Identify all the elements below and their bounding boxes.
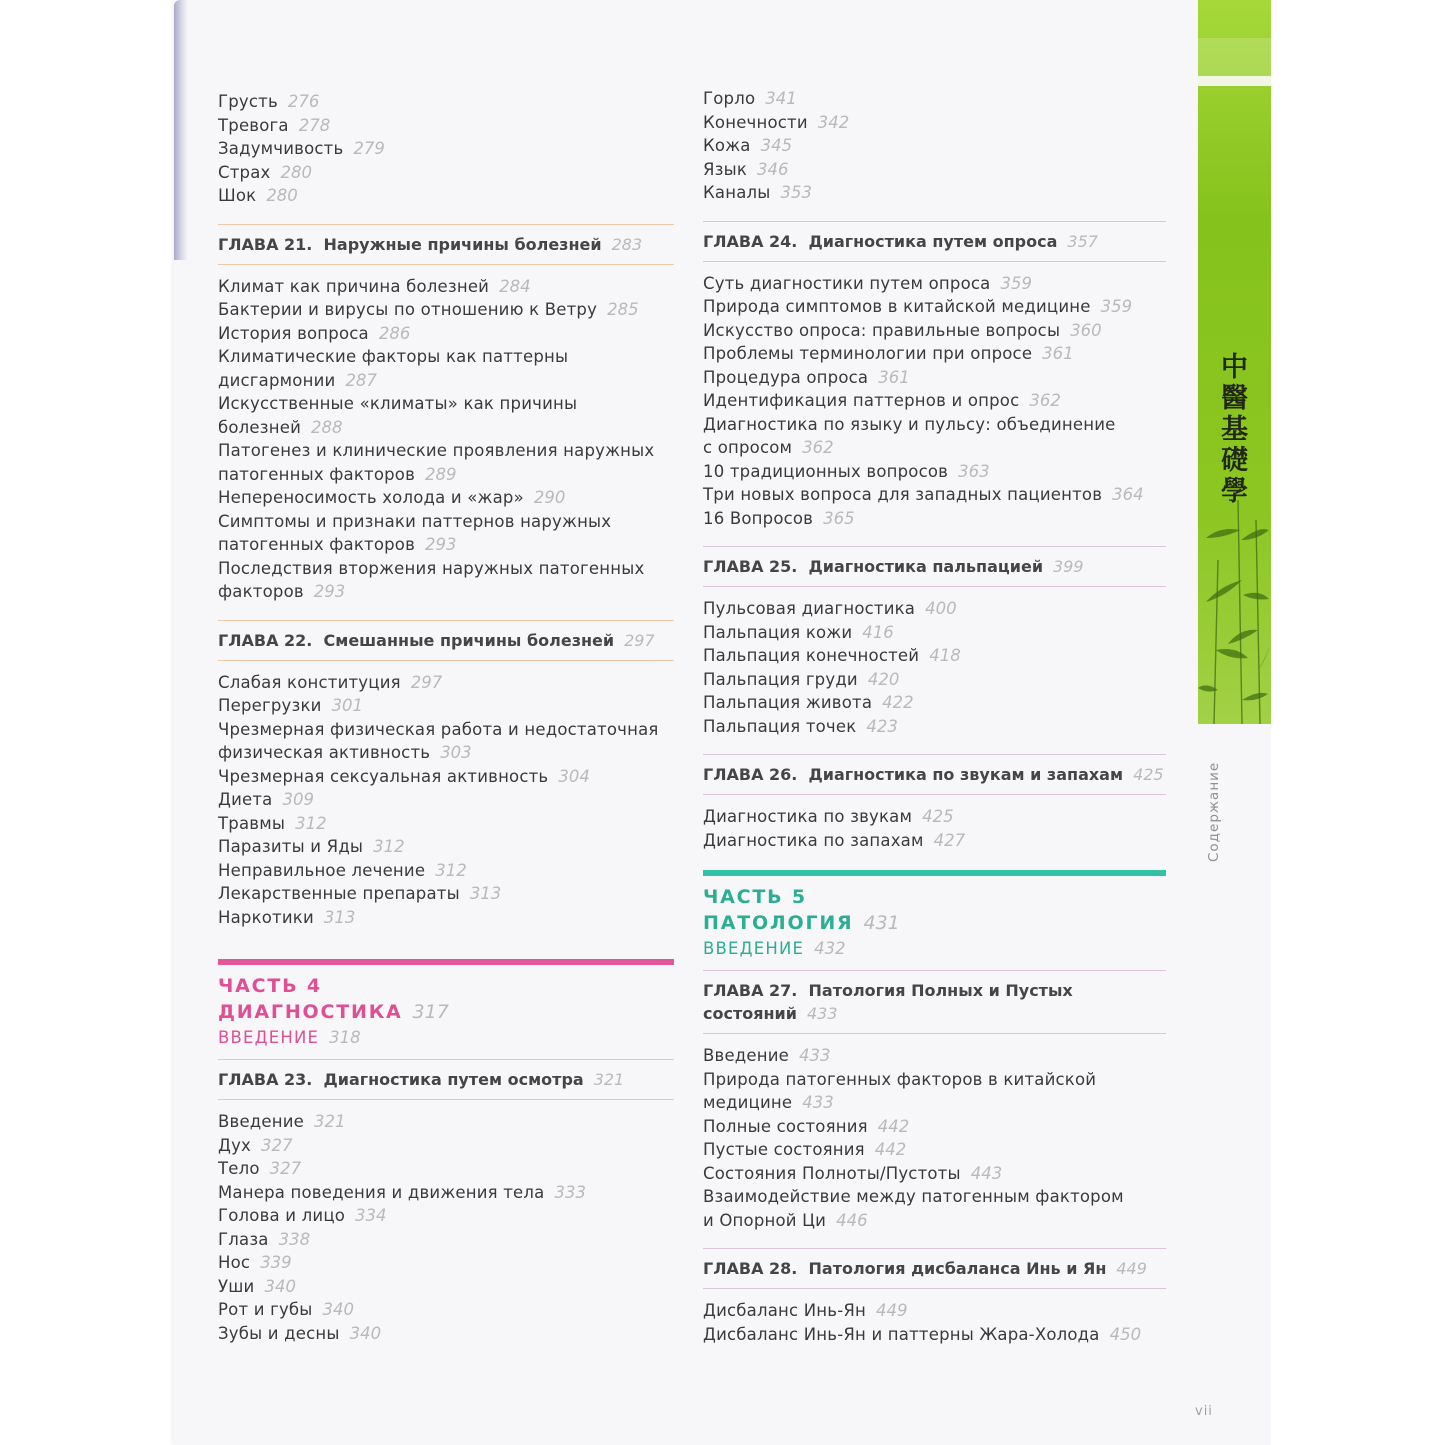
chapter-28 bbox=[703, 1248, 1166, 1346]
toc-entry[interactable] bbox=[218, 718, 674, 765]
entry-title: Горло bbox=[703, 89, 756, 108]
entry-title: Уши bbox=[218, 1276, 255, 1296]
entry-title: Симптомы и признаки паттернов наружных bbox=[218, 511, 612, 531]
toc-entry[interactable] bbox=[218, 486, 674, 510]
entry-page: 418 bbox=[929, 646, 961, 665]
chapter-label: ГЛАВА 21. bbox=[218, 234, 313, 254]
entry-title: Наркотики bbox=[218, 907, 314, 927]
toc-entry[interactable] bbox=[703, 1044, 1166, 1068]
page-number: vii bbox=[1195, 1404, 1213, 1419]
entry-title: Диагностика по запахам bbox=[703, 830, 924, 850]
entry-title: Искусственные «климаты» как причины bbox=[218, 394, 578, 413]
chapter-page: 321 bbox=[593, 1070, 625, 1089]
entry-page: 425 bbox=[922, 807, 954, 826]
entry-title: Язык bbox=[703, 159, 748, 179]
entry-title: 10 традиционных вопросов bbox=[703, 461, 949, 481]
entry-title: Чрезмерная физическая работа и недостаточная bbox=[218, 719, 659, 739]
toc-entry[interactable] bbox=[218, 812, 674, 836]
chapter-title: Диагностика по звукам и запахам bbox=[808, 765, 1124, 784]
bamboo-illustration-icon bbox=[1198, 500, 1271, 724]
part-label[interactable]: ЧАСТЬ 4 bbox=[218, 975, 322, 997]
toc-entry[interactable] bbox=[703, 644, 1166, 668]
entry-page: 338 bbox=[278, 1229, 311, 1249]
entry-page: 340 bbox=[322, 1300, 355, 1319]
entry-title: Пальпация точек bbox=[703, 716, 857, 736]
chapter-heading[interactable] bbox=[703, 970, 1166, 1034]
entry-page: 340 bbox=[349, 1323, 382, 1343]
chapter-title: Диагностика пальпацией bbox=[808, 557, 1044, 576]
entry-title: Природа патогенных факторов в китайской bbox=[703, 1069, 1097, 1089]
entry-title: Взаимодействие между патогенным фактором bbox=[703, 1187, 1124, 1206]
toc-entry[interactable] bbox=[703, 1299, 1166, 1323]
toc-entry[interactable] bbox=[218, 1228, 674, 1252]
toc-entry[interactable] bbox=[218, 345, 674, 392]
entry-page: 312 bbox=[295, 813, 327, 833]
toc-entry[interactable] bbox=[218, 1275, 674, 1299]
entry-page: 304 bbox=[558, 766, 590, 786]
toc-entry[interactable] bbox=[703, 621, 1166, 645]
entry-page: 341 bbox=[765, 89, 797, 108]
entry-title: Голова и лицо bbox=[218, 1206, 346, 1225]
entry-title: Травмы bbox=[218, 813, 286, 833]
chapter-24 bbox=[703, 221, 1166, 531]
toc-entry[interactable] bbox=[218, 882, 674, 906]
entry-page: 360 bbox=[1070, 320, 1102, 340]
toc-entry[interactable] bbox=[218, 114, 674, 138]
entry-title: Процедура опроса bbox=[703, 367, 869, 387]
entry-page: 442 bbox=[877, 1116, 910, 1136]
entry-page: 280 bbox=[280, 162, 312, 182]
entry-title: Суть диагностики путем опроса bbox=[703, 273, 991, 293]
top-entries bbox=[703, 87, 1166, 205]
entry-title: 16 Вопросов bbox=[703, 508, 814, 528]
entry-page: 312 bbox=[435, 860, 467, 880]
page-curl-shadow bbox=[174, 0, 188, 260]
entry-title: История вопроса bbox=[218, 323, 369, 343]
entry-page: 416 bbox=[862, 622, 894, 642]
entry-title: Тревога bbox=[218, 115, 289, 135]
entry-title: Пальпация кожи bbox=[703, 622, 853, 642]
part-title: ДИАГНОСТИКА bbox=[218, 1001, 403, 1023]
chapter-heading[interactable] bbox=[218, 620, 674, 661]
entry-title: Пальпация живота bbox=[703, 693, 873, 712]
toc-entry[interactable] bbox=[218, 557, 674, 604]
chapter-page: 449 bbox=[1116, 1259, 1147, 1278]
toc-entry[interactable] bbox=[703, 366, 1166, 390]
toc-entry[interactable] bbox=[218, 1251, 674, 1275]
entry-title: Чрезмерная сексуальная активность bbox=[218, 766, 549, 786]
entry-title: Природа симптомов в китайской медицине bbox=[703, 297, 1091, 316]
entry-title: Полные состояния bbox=[703, 1116, 868, 1136]
toc-entry[interactable] bbox=[703, 829, 1166, 853]
entry-title-cont: с опросом bbox=[703, 438, 793, 457]
chapter-label: ГЛАВА 25. bbox=[703, 557, 798, 576]
chapter-label: ГЛАВА 24. bbox=[703, 231, 798, 251]
toc-entry[interactable] bbox=[703, 507, 1166, 531]
entry-page: 285 bbox=[607, 300, 639, 319]
entry-page: 449 bbox=[876, 1301, 908, 1320]
cjk-char: 礎 bbox=[1221, 445, 1248, 476]
chapter-page: 433 bbox=[806, 1004, 838, 1023]
toc-entry[interactable] bbox=[703, 319, 1166, 343]
entry-page: 313 bbox=[323, 907, 356, 927]
entry-page: 423 bbox=[866, 716, 898, 736]
entry-page: 303 bbox=[440, 743, 472, 762]
entry-page: 279 bbox=[353, 139, 385, 158]
entry-page: 433 bbox=[799, 1046, 831, 1065]
chapter-page: 357 bbox=[1067, 231, 1098, 251]
toc-entry[interactable] bbox=[703, 1323, 1166, 1347]
entry-page: 321 bbox=[314, 1112, 346, 1131]
toc-entry[interactable] bbox=[703, 413, 1166, 460]
sidebar-top-shade bbox=[1198, 38, 1271, 76]
intro-page: 318 bbox=[329, 1028, 361, 1047]
toc-left-column bbox=[218, 90, 674, 1345]
entry-title: Климатические факторы как паттерны bbox=[218, 347, 569, 366]
toc-entry[interactable] bbox=[218, 1110, 674, 1134]
toc-entry[interactable] bbox=[218, 765, 674, 789]
toc-entry[interactable] bbox=[218, 788, 674, 812]
toc-entry[interactable] bbox=[218, 510, 674, 557]
intro-page: 432 bbox=[814, 939, 846, 958]
chapter-title: Смешанные причины болезней bbox=[323, 630, 615, 650]
toc-entry[interactable] bbox=[218, 1298, 674, 1322]
entry-title: Искусство опроса: правильные вопросы bbox=[703, 320, 1061, 340]
toc-entry[interactable] bbox=[703, 668, 1166, 692]
chapter-page: 425 bbox=[1133, 765, 1164, 784]
chapter-26 bbox=[703, 754, 1166, 852]
toc-entry[interactable] bbox=[703, 272, 1166, 296]
chapter-page: 399 bbox=[1053, 557, 1084, 576]
toc-entry[interactable] bbox=[218, 1181, 674, 1205]
toc-entry[interactable] bbox=[218, 1204, 674, 1228]
entry-page: 365 bbox=[823, 508, 855, 528]
entry-page: 446 bbox=[836, 1210, 868, 1230]
toc-entry[interactable] bbox=[703, 389, 1166, 413]
entry-title: Состояния Полноты/Пустоты bbox=[703, 1163, 961, 1183]
entry-page: 284 bbox=[499, 276, 531, 296]
toc-entry[interactable] bbox=[703, 715, 1166, 739]
toc-entry[interactable] bbox=[703, 111, 1166, 135]
entry-title: Диета bbox=[218, 790, 273, 809]
entry-page: 363 bbox=[958, 461, 990, 481]
entry-page: 297 bbox=[410, 672, 443, 692]
intro-label: ВВЕДЕНИЕ bbox=[218, 1028, 320, 1047]
entry-title: Страх bbox=[218, 162, 271, 182]
chapter-label: ГЛАВА 26. bbox=[703, 765, 798, 784]
entry-title: Паразиты и Яды bbox=[218, 837, 364, 856]
entry-page: 442 bbox=[874, 1140, 907, 1159]
entry-page: 313 bbox=[469, 884, 502, 903]
entry-page: 345 bbox=[760, 136, 793, 155]
entry-page: 278 bbox=[298, 115, 331, 135]
entry-page: 327 bbox=[261, 1135, 293, 1155]
toc-entry[interactable] bbox=[703, 158, 1166, 182]
entry-page: 333 bbox=[554, 1182, 586, 1202]
toc-entry[interactable] bbox=[218, 906, 674, 930]
part-intro[interactable] bbox=[703, 936, 1166, 962]
entry-title: Введение bbox=[218, 1112, 305, 1131]
toc-entry[interactable] bbox=[703, 460, 1166, 484]
entry-page: 362 bbox=[1029, 391, 1061, 410]
toc-entry[interactable] bbox=[703, 1138, 1166, 1162]
part-5 bbox=[703, 870, 1166, 1346]
entry-page: 400 bbox=[925, 599, 957, 618]
chapter-label: ГЛАВА 28. bbox=[703, 1259, 798, 1278]
entry-title: Диагностика по звукам bbox=[703, 807, 913, 826]
chapter-21 bbox=[218, 224, 674, 604]
entry-title: Три новых вопроса для западных пациентов bbox=[703, 485, 1103, 504]
chapter-heading[interactable] bbox=[703, 1248, 1166, 1289]
entry-page: 286 bbox=[378, 323, 411, 343]
entry-title: Неправильное лечение bbox=[218, 860, 426, 880]
entry-page: 334 bbox=[355, 1206, 387, 1225]
cjk-char: 學 bbox=[1221, 476, 1248, 507]
part-title-line[interactable] bbox=[703, 910, 1166, 936]
entry-title: Кожа bbox=[703, 136, 751, 155]
top-entries bbox=[218, 90, 674, 208]
entry-page: 342 bbox=[817, 112, 850, 132]
toc-entry[interactable] bbox=[218, 439, 674, 486]
toc-entry[interactable] bbox=[218, 275, 674, 299]
entry-title: Дисбаланс Инь-Ян bbox=[703, 1301, 866, 1320]
chapter-title: Диагностика путем осмотра bbox=[323, 1070, 584, 1089]
entry-title: Пустые состояния bbox=[703, 1140, 865, 1159]
entry-page: 427 bbox=[933, 830, 966, 850]
entry-title: Конечности bbox=[703, 112, 808, 132]
entry-page: 312 bbox=[373, 837, 405, 856]
sidebar-cjk-title bbox=[1198, 352, 1271, 507]
entry-page: 346 bbox=[757, 159, 789, 179]
entry-title-cont: дисгармонии bbox=[218, 370, 336, 390]
chapter-label: ГЛАВА 23. bbox=[218, 1070, 313, 1089]
toc-entry[interactable] bbox=[703, 181, 1166, 205]
chapter-label: ГЛАВА 27. bbox=[703, 981, 798, 1000]
entry-title: Задумчивость bbox=[218, 139, 344, 158]
entry-page: 359 bbox=[1000, 273, 1032, 293]
entry-page: 340 bbox=[264, 1276, 296, 1296]
entry-title: Бактерии и вирусы по отношению к Ветру bbox=[218, 300, 598, 319]
toc-entry[interactable] bbox=[218, 1134, 674, 1158]
entry-title: Рот и губы bbox=[218, 1300, 313, 1319]
entry-title: Дисбаланс Инь-Ян и паттерны Жара-Холода bbox=[703, 1324, 1100, 1344]
cjk-char: 醫 bbox=[1221, 383, 1248, 414]
chapter-title: Патология дисбаланса Инь и Ян bbox=[808, 1259, 1107, 1278]
entry-title: Патогенез и клинические проявления наружных bbox=[218, 441, 655, 460]
intro-label: ВВЕДЕНИЕ bbox=[703, 939, 805, 958]
toc-entry[interactable] bbox=[703, 1115, 1166, 1139]
entry-title: Пульсовая диагностика bbox=[703, 599, 916, 618]
chapter-label: ГЛАВА 22. bbox=[218, 630, 313, 650]
entry-page: 450 bbox=[1109, 1324, 1142, 1344]
entry-page: 309 bbox=[282, 790, 314, 809]
toc-entry[interactable] bbox=[218, 161, 674, 185]
entry-title: Введение bbox=[703, 1046, 790, 1065]
toc-right-column bbox=[703, 87, 1166, 1346]
chapter-title-cont: состояний bbox=[703, 1004, 797, 1023]
entry-page: 276 bbox=[287, 92, 320, 111]
entry-page: 289 bbox=[425, 464, 457, 484]
toc-entry[interactable] bbox=[218, 322, 674, 346]
entry-title: Манера поведения и движения тела bbox=[218, 1182, 545, 1202]
entry-title: Климат как причина болезней bbox=[218, 276, 490, 296]
chapter-23 bbox=[218, 1059, 674, 1345]
entry-page: 288 bbox=[311, 417, 343, 437]
toc-entry[interactable] bbox=[703, 87, 1166, 111]
entry-title: Глаза bbox=[218, 1229, 269, 1249]
cjk-char: 中 bbox=[1221, 352, 1248, 383]
toc-entry[interactable] bbox=[703, 483, 1166, 507]
entry-page: 301 bbox=[331, 696, 364, 715]
chapter-22 bbox=[218, 620, 674, 930]
entry-page: 359 bbox=[1100, 297, 1133, 316]
toc-entry[interactable] bbox=[218, 1157, 674, 1181]
toc-entry[interactable] bbox=[218, 392, 674, 439]
chapter-heading[interactable] bbox=[218, 224, 674, 265]
part-page: 317 bbox=[412, 1001, 449, 1023]
toc-entry[interactable] bbox=[703, 597, 1166, 621]
toc-entry[interactable] bbox=[703, 691, 1166, 715]
chapter-title: Диагностика путем опроса bbox=[808, 231, 1058, 251]
entry-title: Пальпация груди bbox=[703, 669, 858, 689]
part-title-line[interactable] bbox=[218, 999, 674, 1025]
entry-page: 287 bbox=[345, 370, 377, 390]
entry-title-cont: физическая активность bbox=[218, 743, 431, 762]
entry-title-cont: факторов bbox=[218, 582, 304, 601]
entry-page: 420 bbox=[867, 669, 900, 689]
chapter-25 bbox=[703, 546, 1166, 738]
entry-title-cont: патогенных факторов bbox=[218, 464, 416, 484]
part-divider-bar bbox=[218, 959, 674, 965]
entry-title: Нос bbox=[218, 1253, 251, 1272]
entry-page: 361 bbox=[1042, 344, 1074, 363]
entry-title: Зубы и десны bbox=[218, 1323, 340, 1343]
entry-title: Слабая конституция bbox=[218, 672, 401, 692]
toc-entry[interactable] bbox=[218, 694, 674, 718]
entry-title: Проблемы терминологии при опросе bbox=[703, 344, 1033, 363]
entry-page: 422 bbox=[882, 693, 914, 712]
chapter-heading[interactable] bbox=[703, 221, 1166, 262]
toc-entry[interactable] bbox=[218, 1322, 674, 1346]
chapter-title: Патология Полных и Пустых bbox=[808, 981, 1073, 1000]
entry-page: 353 bbox=[780, 183, 812, 202]
toc-entry[interactable] bbox=[218, 298, 674, 322]
entry-title: Шок bbox=[218, 186, 257, 205]
chapter-title: Наружные причины болезней bbox=[323, 234, 602, 254]
entry-title: Последствия вторжения наружных патогенных bbox=[218, 558, 645, 578]
entry-title: Перегрузки bbox=[218, 696, 322, 715]
chapter-heading[interactable] bbox=[703, 546, 1166, 587]
entry-title: Тело bbox=[218, 1159, 260, 1178]
entry-title-cont: медицине bbox=[703, 1093, 793, 1112]
entry-title: Пальпация конечностей bbox=[703, 646, 920, 665]
entry-page: 362 bbox=[802, 438, 834, 457]
entry-title-cont: и Опорной Ци bbox=[703, 1210, 827, 1230]
toc-entry[interactable] bbox=[703, 805, 1166, 829]
entry-page: 280 bbox=[266, 186, 298, 205]
chapter-heading[interactable] bbox=[218, 1059, 674, 1100]
part-divider-bar bbox=[703, 870, 1166, 876]
entry-page: 293 bbox=[313, 582, 346, 601]
toc-entry[interactable] bbox=[218, 671, 674, 695]
entry-title: Дух bbox=[218, 1135, 252, 1155]
entry-page: 361 bbox=[878, 367, 910, 387]
sidebar-section-label: Содержание bbox=[1206, 761, 1222, 862]
entry-title: Диагностика по языку и пульсу: объединение bbox=[703, 414, 1116, 434]
entry-page: 443 bbox=[970, 1163, 1003, 1183]
entry-page: 364 bbox=[1112, 485, 1144, 504]
sidebar-stripe bbox=[1198, 76, 1271, 86]
cjk-char: 基 bbox=[1221, 414, 1248, 445]
chapter-heading[interactable] bbox=[703, 754, 1166, 795]
toc-entry[interactable] bbox=[703, 1185, 1166, 1232]
toc-entry[interactable] bbox=[703, 342, 1166, 366]
part-label[interactable]: ЧАСТЬ 5 bbox=[703, 886, 807, 908]
entry-title: Идентификация паттернов и опрос bbox=[703, 391, 1020, 410]
entry-page: 433 bbox=[802, 1093, 834, 1112]
toc-entry[interactable] bbox=[703, 1068, 1166, 1115]
entry-title-cont: патогенных факторов bbox=[218, 535, 416, 554]
chapter-27 bbox=[703, 970, 1166, 1232]
toc-entry[interactable] bbox=[218, 184, 674, 208]
part-page: 431 bbox=[863, 912, 900, 934]
toc-entry[interactable] bbox=[218, 90, 674, 114]
entry-page: 290 bbox=[533, 488, 566, 507]
part-title: ПАТОЛОГИЯ bbox=[703, 912, 854, 934]
toc-entry[interactable] bbox=[703, 134, 1166, 158]
entry-title: Непереносимость холода и «жар» bbox=[218, 488, 524, 507]
toc-entry[interactable] bbox=[703, 295, 1166, 319]
toc-entry[interactable] bbox=[218, 137, 674, 161]
entry-title: Грусть bbox=[218, 92, 278, 111]
toc-entry[interactable] bbox=[218, 859, 674, 883]
entry-title: Лекарственные препараты bbox=[218, 884, 460, 903]
part-intro[interactable] bbox=[218, 1025, 674, 1051]
entry-page: 327 bbox=[269, 1159, 302, 1178]
toc-entry[interactable] bbox=[703, 1162, 1166, 1186]
entry-title: Каналы bbox=[703, 183, 771, 202]
part-4 bbox=[218, 959, 674, 1345]
toc-entry[interactable] bbox=[218, 835, 674, 859]
chapter-page: 283 bbox=[611, 234, 643, 254]
entry-page: 293 bbox=[425, 535, 457, 554]
chapter-page: 297 bbox=[624, 630, 655, 650]
entry-page: 339 bbox=[260, 1253, 292, 1272]
entry-title-cont: болезней bbox=[218, 417, 302, 437]
